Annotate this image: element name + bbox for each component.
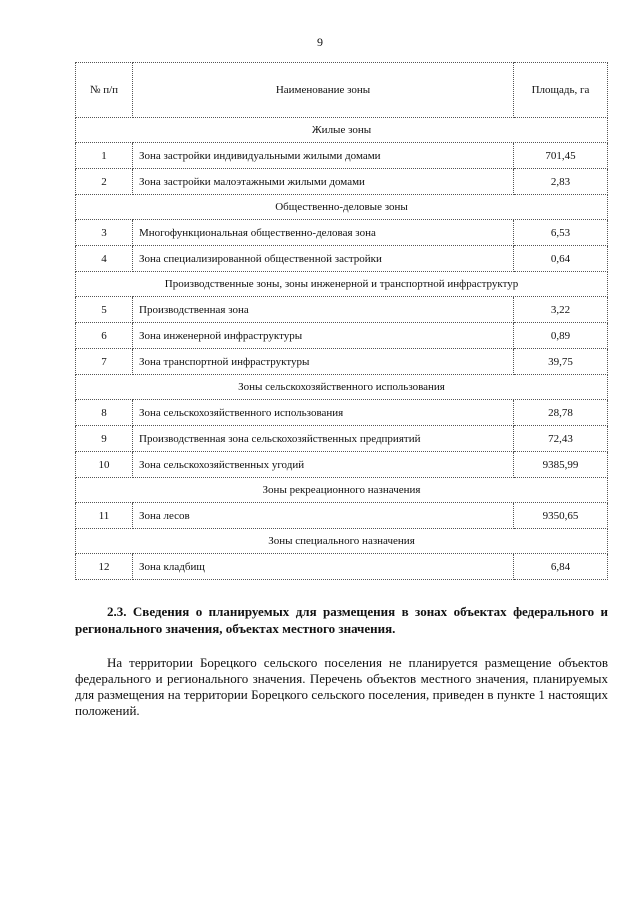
section-heading: 2.3. Сведения о планируемых для размещения в зонах объектах федерального и регионального значения, объектах местного значения.	[75, 604, 608, 636]
zone-area: 9385,99	[514, 452, 608, 478]
section-title: Общественно-деловые зоны	[76, 195, 608, 220]
row-number: 7	[76, 349, 133, 375]
row-number: 11	[76, 503, 133, 529]
zone-name: Зона лесов	[133, 503, 514, 529]
table-row	[76, 246, 608, 272]
zone-name: Многофункциональная общественно-деловая зона	[133, 220, 514, 246]
zone-area: 701,45	[514, 143, 608, 169]
zone-area: 3,22	[514, 297, 608, 323]
zones-table	[75, 62, 608, 580]
row-number: 4	[76, 246, 133, 272]
section-title: Жилые зоны	[76, 118, 608, 143]
table-row	[76, 323, 608, 349]
table-header-row	[76, 63, 608, 118]
row-number: 2	[76, 169, 133, 195]
row-number: 8	[76, 400, 133, 426]
row-number: 3	[76, 220, 133, 246]
row-number: 1	[76, 143, 133, 169]
row-number: 10	[76, 452, 133, 478]
zone-name: Зона транспортной инфраструктуры	[133, 349, 514, 375]
section-row	[76, 478, 608, 503]
zone-area: 2,83	[514, 169, 608, 195]
table-row	[76, 452, 608, 478]
table-row	[76, 220, 608, 246]
header-name: Наименование зоны	[133, 63, 514, 118]
table-body	[76, 118, 608, 580]
section-title: Зоны рекреационного назначения	[76, 478, 608, 503]
page-number: 9	[317, 35, 323, 49]
table-row	[76, 426, 608, 452]
zone-name: Производственная зона	[133, 297, 514, 323]
header-num: № п/п	[76, 63, 133, 118]
table-row	[76, 297, 608, 323]
zone-name: Зона застройки малоэтажными жилыми домами	[133, 169, 514, 195]
zone-name: Зона сельскохозяйственных угодий	[133, 452, 514, 478]
section-row	[76, 529, 608, 554]
zone-area: 6,53	[514, 220, 608, 246]
zone-area: 9350,65	[514, 503, 608, 529]
row-number: 9	[76, 426, 133, 452]
zone-area: 6,84	[514, 554, 608, 580]
zone-area: 28,78	[514, 400, 608, 426]
header-area: Площадь, га	[514, 63, 608, 118]
section-row	[76, 195, 608, 220]
zone-area: 0,64	[514, 246, 608, 272]
row-number: 5	[76, 297, 133, 323]
row-number: 12	[76, 554, 133, 580]
section-row	[76, 272, 608, 297]
zone-area: 0,89	[514, 323, 608, 349]
section-title: Производственные зоны, зоны инженерной и транспортной инфраструктур	[76, 272, 608, 297]
zone-name: Производственная зона сельскохозяйственных предприятий	[133, 426, 514, 452]
section-title: Зоны сельскохозяйственного использования	[76, 375, 608, 400]
table-row	[76, 143, 608, 169]
zone-name: Зона кладбищ	[133, 554, 514, 580]
zone-area: 39,75	[514, 349, 608, 375]
table-row	[76, 400, 608, 426]
zone-name: Зона инженерной инфраструктуры	[133, 323, 514, 349]
zone-name: Зона застройки индивидуальными жилыми домами	[133, 143, 514, 169]
row-number: 6	[76, 323, 133, 349]
table-row	[76, 349, 608, 375]
body-paragraph: На территории Борецкого сельского поселения не планируется размещение объектов федерального и регионального значения. Перечень объектов местного значения, планируемых для размещения на территории Борецкого сельского поселения, приведен в пункте 1 настоящих положений.	[75, 655, 608, 718]
section-row	[76, 375, 608, 400]
table-row	[76, 169, 608, 195]
table-row	[76, 503, 608, 529]
zone-area: 72,43	[514, 426, 608, 452]
section-title: Зоны специального назначения	[76, 529, 608, 554]
table-row	[76, 554, 608, 580]
section-row	[76, 118, 608, 143]
zone-name: Зона специализированной общественной застройки	[133, 246, 514, 272]
zone-name: Зона сельскохозяйственного использования	[133, 400, 514, 426]
